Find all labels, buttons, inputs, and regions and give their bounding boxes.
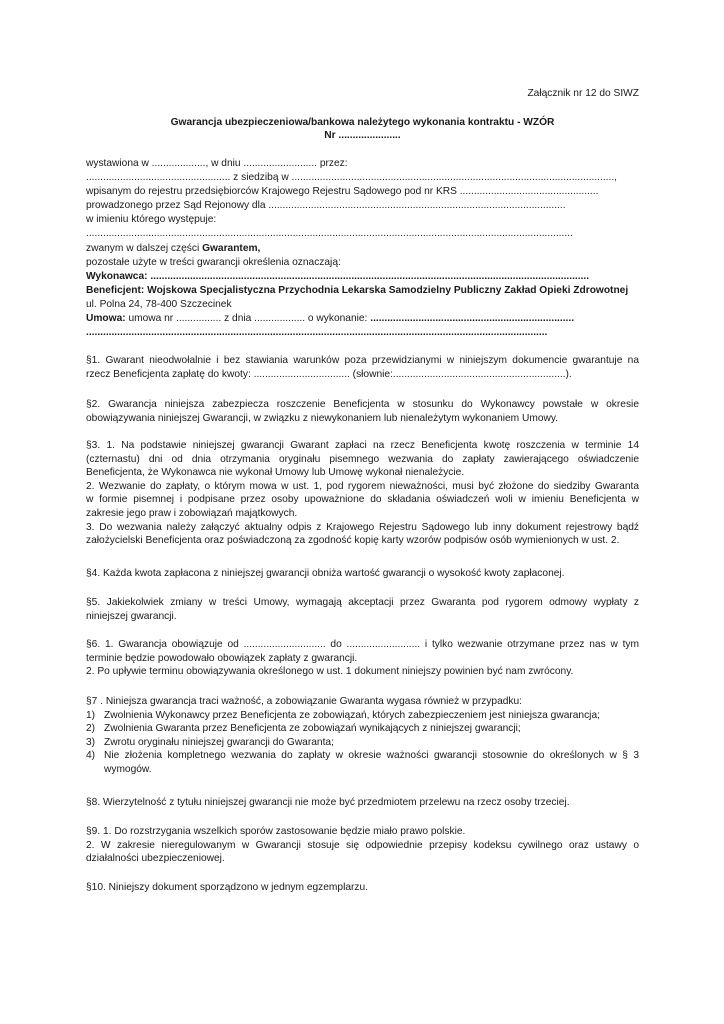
issued-line: wystawiona w ..................., w dniu .......................... przez:	[86, 158, 348, 169]
paragraph-line: w formie pisemnej i podpisane przez osoby upoważnione do składania oświadczeń woli w imieniu Beneficjenta w	[86, 494, 639, 506]
paragraph-line: 3. Do wezwania należy załączyć aktualny odpis z Krajowego Rejestru Sądowego lub inny dokument rejestrowy bądź	[86, 521, 639, 533]
paragraph-line: obowiązywania niniejszej Gwarancji, w związku z niewykonaniem lub nienależytym wykonaniem Umowy.	[86, 412, 559, 424]
definitions-line: pozostałe użyte w treści gwarancji określenia oznaczają:	[86, 257, 341, 268]
paragraph-3	[86, 439, 639, 548]
contract-details: umowa nr ................ z dnia .................. o wykonanie:	[125, 313, 371, 324]
paragraph-line: 2. W zakresie nieregulowanym w Gwarancji stosuje się odpowiednie przepisy kodeksu cywilnego oraz ustawy o	[86, 839, 639, 851]
list-item	[86, 722, 639, 736]
list-item-number: 4)	[86, 750, 96, 762]
court-line: prowadzonego przez Sąd Rejonowy dla .........................................................................................................	[86, 200, 566, 211]
krs-line: wpisanym do rejestru przedsiębiorców Krajowego Rejestru Sądowego pod nr KRS .................................................	[86, 186, 599, 197]
paragraph-line: §3. 1. Na podstawie niniejszej gwarancji Gwarant zapłaci na rzecz Beneficjenta kwotę roszczenia w terminie 14	[86, 440, 639, 451]
paragraph-line: (czternastu) dni od dnia otrzymania oryginału pisemnego wezwania do zapłaty zawierającego oświadczenie	[86, 453, 639, 465]
guarantor-line	[86, 242, 639, 256]
contract-subject-dots: ........................................................................	[370, 313, 575, 324]
paragraph-5	[86, 596, 639, 623]
contract-line	[86, 312, 639, 326]
paragraph-line: terminie będzie powodowało obowiązek zapłaty z gwarancji.	[86, 652, 358, 664]
document-page	[86, 0, 639, 1024]
list-item-text: Zwolnienia Gwaranta przez Beneficjenta ze zobowiązań wynikających z niniejszej gwarancji;	[104, 723, 521, 735]
paragraph-10	[86, 881, 639, 895]
contractor-line: Wykonawca: ...........................................................................................................................................................	[86, 271, 590, 282]
paragraph-line: 2. Wezwanie do zapłaty, o którym mowa w ust. 1, pod rygorem nieważności, musi być złożone do siedziby Gwaranta	[86, 480, 639, 492]
beneficiary-address: ul. Polna 24, 78-400 Szczecinek	[86, 299, 232, 310]
paragraph-9	[86, 825, 639, 866]
paragraph-line: §9. 1. Do rozstrzygania wszelkich sporów zastosowanie będzie miało prawo polskie.	[86, 826, 466, 837]
list-item-text: Zwrotu oryginału niniejszej gwarancji do Gwaranta;	[104, 736, 334, 748]
document-number: Nr ......................	[324, 130, 401, 141]
list-item-number: 3)	[86, 736, 96, 748]
paragraph-7-intro: §7 . Niniejsza gwarancja traci ważność, a zobowiązanie Gwaranta wygasa również w przypadku:	[86, 696, 523, 707]
list-item	[86, 736, 639, 750]
paragraph-line: założycielski Beneficjenta oraz poświadczoną za zgodność kopię karty wzorów podpisów osób wymienionych w ust. 2.	[86, 535, 620, 547]
paragraph-7	[86, 695, 639, 777]
representative-label: w imieniu którego występuje:	[86, 214, 217, 225]
list-item-number: 1)	[86, 709, 96, 721]
beneficiary-line: Beneficjent: Wojskowa Specjalistyczna Przychodnia Lekarska Samodzielny Publiczny Zakład Opieki Zdrowotnej	[86, 285, 629, 296]
paragraph-line: rzecz Beneficjenta zapłatę do kwoty: .................................. (słownie:.............................................................).	[86, 368, 572, 380]
document-title: Gwarancja ubezpieczeniowa/bankowa należytego wykonania kontraktu - WZÓR	[170, 117, 555, 128]
paragraph-line: §4. Każda kwota zapłacona z niniejszej gwarancji obniża wartość gwarancji o wysokość kwoty zapłaconej.	[86, 568, 565, 579]
paragraph-2	[86, 398, 639, 425]
list-item	[86, 709, 639, 723]
paragraph-line: §1. Gwarant nieodwołalnie i bez stawiania warunków poza przewidzianymi w niniejszym dokumencie gwarantuje na	[86, 355, 639, 366]
issuer-seat-line: ................................................... z siedzibą w ..................................................................................................................,	[86, 172, 617, 183]
list-item-number: 2)	[86, 723, 96, 735]
paragraph-line: §6. 1. Gwarancja obowiązuje od ............................. do .......................... i tylko wezwanie otrzymane przez nas w tym	[86, 639, 639, 650]
representative-line: ............................................................................................................................................................................	[86, 228, 573, 239]
paragraph-line: działalności ubezpieczeniowej.	[86, 853, 225, 865]
paragraph-line: §8. Wierzytelność z tytułu niniejszej gwarancji nie może być przedmiotem przelewu na rzecz osoby trzeciej.	[86, 797, 570, 808]
contract-label: Umowa:	[86, 313, 126, 324]
guarantor-prefix: zwanym w dalszej części	[86, 243, 203, 254]
list-item-text: Nie złożenia kompletnego wezwania do zapłaty w okresie ważności gwarancji stosownie do określonych w § 3	[104, 750, 639, 762]
contract-continuation: ...................................................................................................................................................................	[86, 327, 548, 338]
paragraph-1	[86, 354, 639, 381]
paragraph-line: 2. Po upływie terminu obowiązywania określonego w ust. 1 dokument niniejszy powinien być nam zwrócony.	[86, 666, 574, 678]
paragraph-line: Beneficjenta, że Wykonawca nie wykonał Umowy lub Umowę wykonał nienależycie.	[86, 467, 465, 479]
paragraph-4	[86, 567, 639, 581]
paragraph-line: §5. Jakiekolwiek zmiany w treści Umowy, wymagają akceptacji przez Gwaranta pod rygorem odmowy wypłaty z	[86, 597, 639, 608]
list-item	[86, 749, 639, 776]
paragraph-8	[86, 796, 639, 810]
paragraph-line: zakresie jego praw i zobowiązań majątkowych.	[86, 507, 298, 519]
annex-label: Załącznik nr 12 do SIWZ	[527, 88, 639, 99]
list-item-text: Zwolnienia Wykonawcy przez Beneficjenta ze zobowiązań, których zabezpieczeniem jest niniejsza gwarancja;	[104, 709, 600, 721]
paragraph-line: §2. Gwarancja niniejsza zabezpiecza roszczenie Beneficjenta w stosunku do Wykonawcy powstałe w okresie	[86, 399, 639, 410]
guarantor-term: Gwarantem,	[202, 243, 261, 254]
paragraph-line: §10. Niniejszy dokument sporządzono w jednym egzemplarzu.	[86, 882, 368, 893]
list-item-text: wymogów.	[104, 763, 152, 775]
paragraph-line: niniejszej gwarancji.	[86, 610, 177, 622]
paragraph-6	[86, 638, 639, 679]
